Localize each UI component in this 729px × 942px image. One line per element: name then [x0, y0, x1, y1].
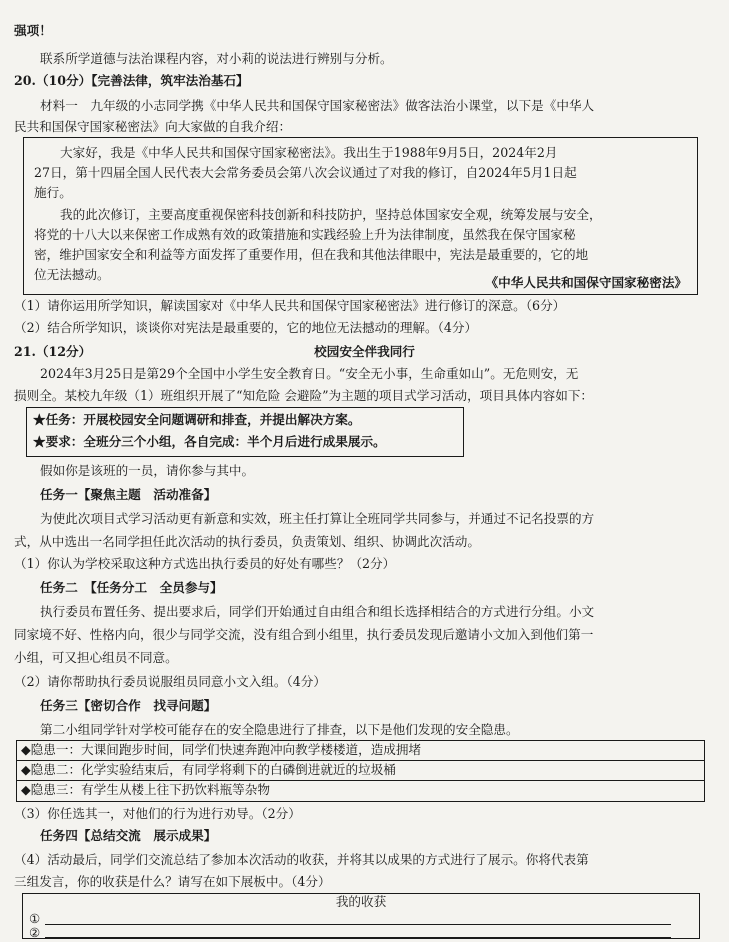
material-text: 大家好，我是《中华人民共和国保守国家秘密法》。我出生于1988年9月5日，2024年2月: [60, 145, 558, 160]
answer-line-marker: ①: [29, 911, 41, 926]
hazard-table: [16, 740, 705, 802]
assumption-text: 假如你是该班的一员，请你参与其中。: [40, 463, 255, 478]
material-text: 将党的十八大以来保密工作成熟有效的政策措施和实践经验上升为法律制度，虽然我在保守国家秘: [34, 227, 576, 242]
task-2-heading: 任务二 【任务分工 全员参与】: [40, 580, 223, 595]
material-text: 密，维护国家安全和利益等方面发挥了重要作用，但在我和其他法律眼中，宪法是最重要的，它的地: [34, 247, 589, 262]
text-line: 联系所学道德与法治课程内容，对小莉的说法进行辨别与分析。: [40, 51, 393, 66]
task-2-text: 执行委员布置任务、提出要求后，同学们开始通过自由组合和组长选择相结合的方式进行分组。小文: [40, 604, 595, 619]
task-1-text: 式，从中选出一名同学担任此次活动的执行委员，负责策划、组织、协调此次活动。: [14, 534, 480, 549]
task-2-text: 同家境不好、性格内向，很少与同学交流，没有组合到小组里，执行委员发现后邀请小文加入到他们第一: [14, 627, 594, 642]
task-2-text: 小组，可又担心组员不同意。: [14, 650, 178, 665]
material-signature: 《中华人民共和国保守国家秘密法》: [485, 275, 687, 290]
answer-line[interactable]: [45, 924, 671, 925]
question-21-2: （2）请你帮助执行委员说服组员同意小文入组。（4分）: [14, 674, 326, 689]
requirement-text: ★要求：全班分三个小组，各自完成：半个月后进行成果展示。: [33, 434, 386, 449]
question-21-4: 三组发言，你的收获是什么？请写在如下展板中。（4分）: [14, 874, 331, 889]
question-21-1: （1）你认为学校采取这种方式选出执行委员的好处有哪些？（2分）: [14, 556, 396, 571]
material-text: 施行。: [34, 185, 72, 200]
task-1-text: 为使此次项目式学习活动更有新意和实效，班主任打算让全班同学共同参与，并通过不记名投票的方: [40, 511, 595, 526]
question-21-4: （4）活动最后，同学们交流总结了参加本次活动的收获，并将其以成果的方式进行了展示。你将代表第: [14, 852, 589, 867]
question-21-paragraph: 2024年3月25日是第29个全国中小学生安全教育日。“安全无小事，生命重如山”。无危则安，无: [40, 366, 579, 381]
harvest-board: [22, 893, 700, 939]
question-20-1: （1）请你运用所学知识，解读国家对《中华人民共和国保守国家秘密法》进行修订的深意。（6分）: [14, 298, 566, 313]
task-3-heading: 任务三【密切合作 找寻问题】: [40, 698, 217, 713]
question-20-2: （2）结合所学知识，谈谈你对宪法是最重要的，它的地位无法撼动的理解。（4分）: [14, 320, 478, 335]
harvest-board-title: 我的收获: [335, 894, 387, 909]
hazard-item: ◆隐患二：化学实验结束后，有同学将剩下的白磷倒进就近的垃圾桶: [21, 762, 396, 777]
question-21-paragraph: 损则全。某校九年级（1）班组织开展了“知危险 会避险”为主题的项目式学习活动，项目具体内容如下：: [14, 388, 594, 403]
material-intro: 材料一 九年级的小志同学携《中华人民共和国保守国家秘密法》做客法治小课堂，以下是《中华人: [40, 98, 595, 113]
question-21-title: 校园安全伴我同行: [314, 344, 415, 359]
hazard-item: ◆隐患一：大课间跑步时间，同学们快速奔跑冲向教学楼楼道，造成拥堵: [21, 742, 422, 757]
task-box: [26, 407, 464, 457]
text-line: 强项！: [14, 23, 52, 38]
task-3-text: 第二小组同学针对学校可能存在的安全隐患进行了排查，以下是他们发现的安全隐患。: [40, 722, 519, 737]
question-20-heading: 20.（10分）【完善法律，筑牢法治基石】: [14, 73, 249, 88]
material-box: [23, 137, 698, 295]
answer-line[interactable]: [45, 937, 671, 938]
answer-line-marker: ②: [29, 925, 41, 940]
material-intro: 民共和国保守国家秘密法》向大家做的自我介绍：: [14, 119, 292, 134]
question-21-3: （3）你任选其一，对他们的行为进行劝导。（2分）: [14, 806, 301, 821]
material-text: 27日，第十四届全国人民代表大会常务委员会第八次会议通过了对我的修订，自2024年5月1日起: [34, 165, 577, 180]
question-21-heading: 21.（12分）: [14, 344, 92, 359]
material-text: 位无法撼动。: [34, 267, 110, 282]
material-text: 我的此次修订，主要高度重视保密科技创新和科技防护，坚持总体国家安全观，统筹发展与安全，: [60, 207, 602, 222]
task-1-heading: 任务一【聚焦主题 活动准备】: [40, 487, 217, 502]
task-text: ★任务：开展校园安全问题调研和排查，并提出解决方案。: [33, 412, 361, 427]
hazard-item: ◆隐患三：有学生从楼上往下扔饮料瓶等杂物: [21, 782, 270, 797]
task-4-heading: 任务四【总结交流 展示成果】: [40, 828, 217, 843]
